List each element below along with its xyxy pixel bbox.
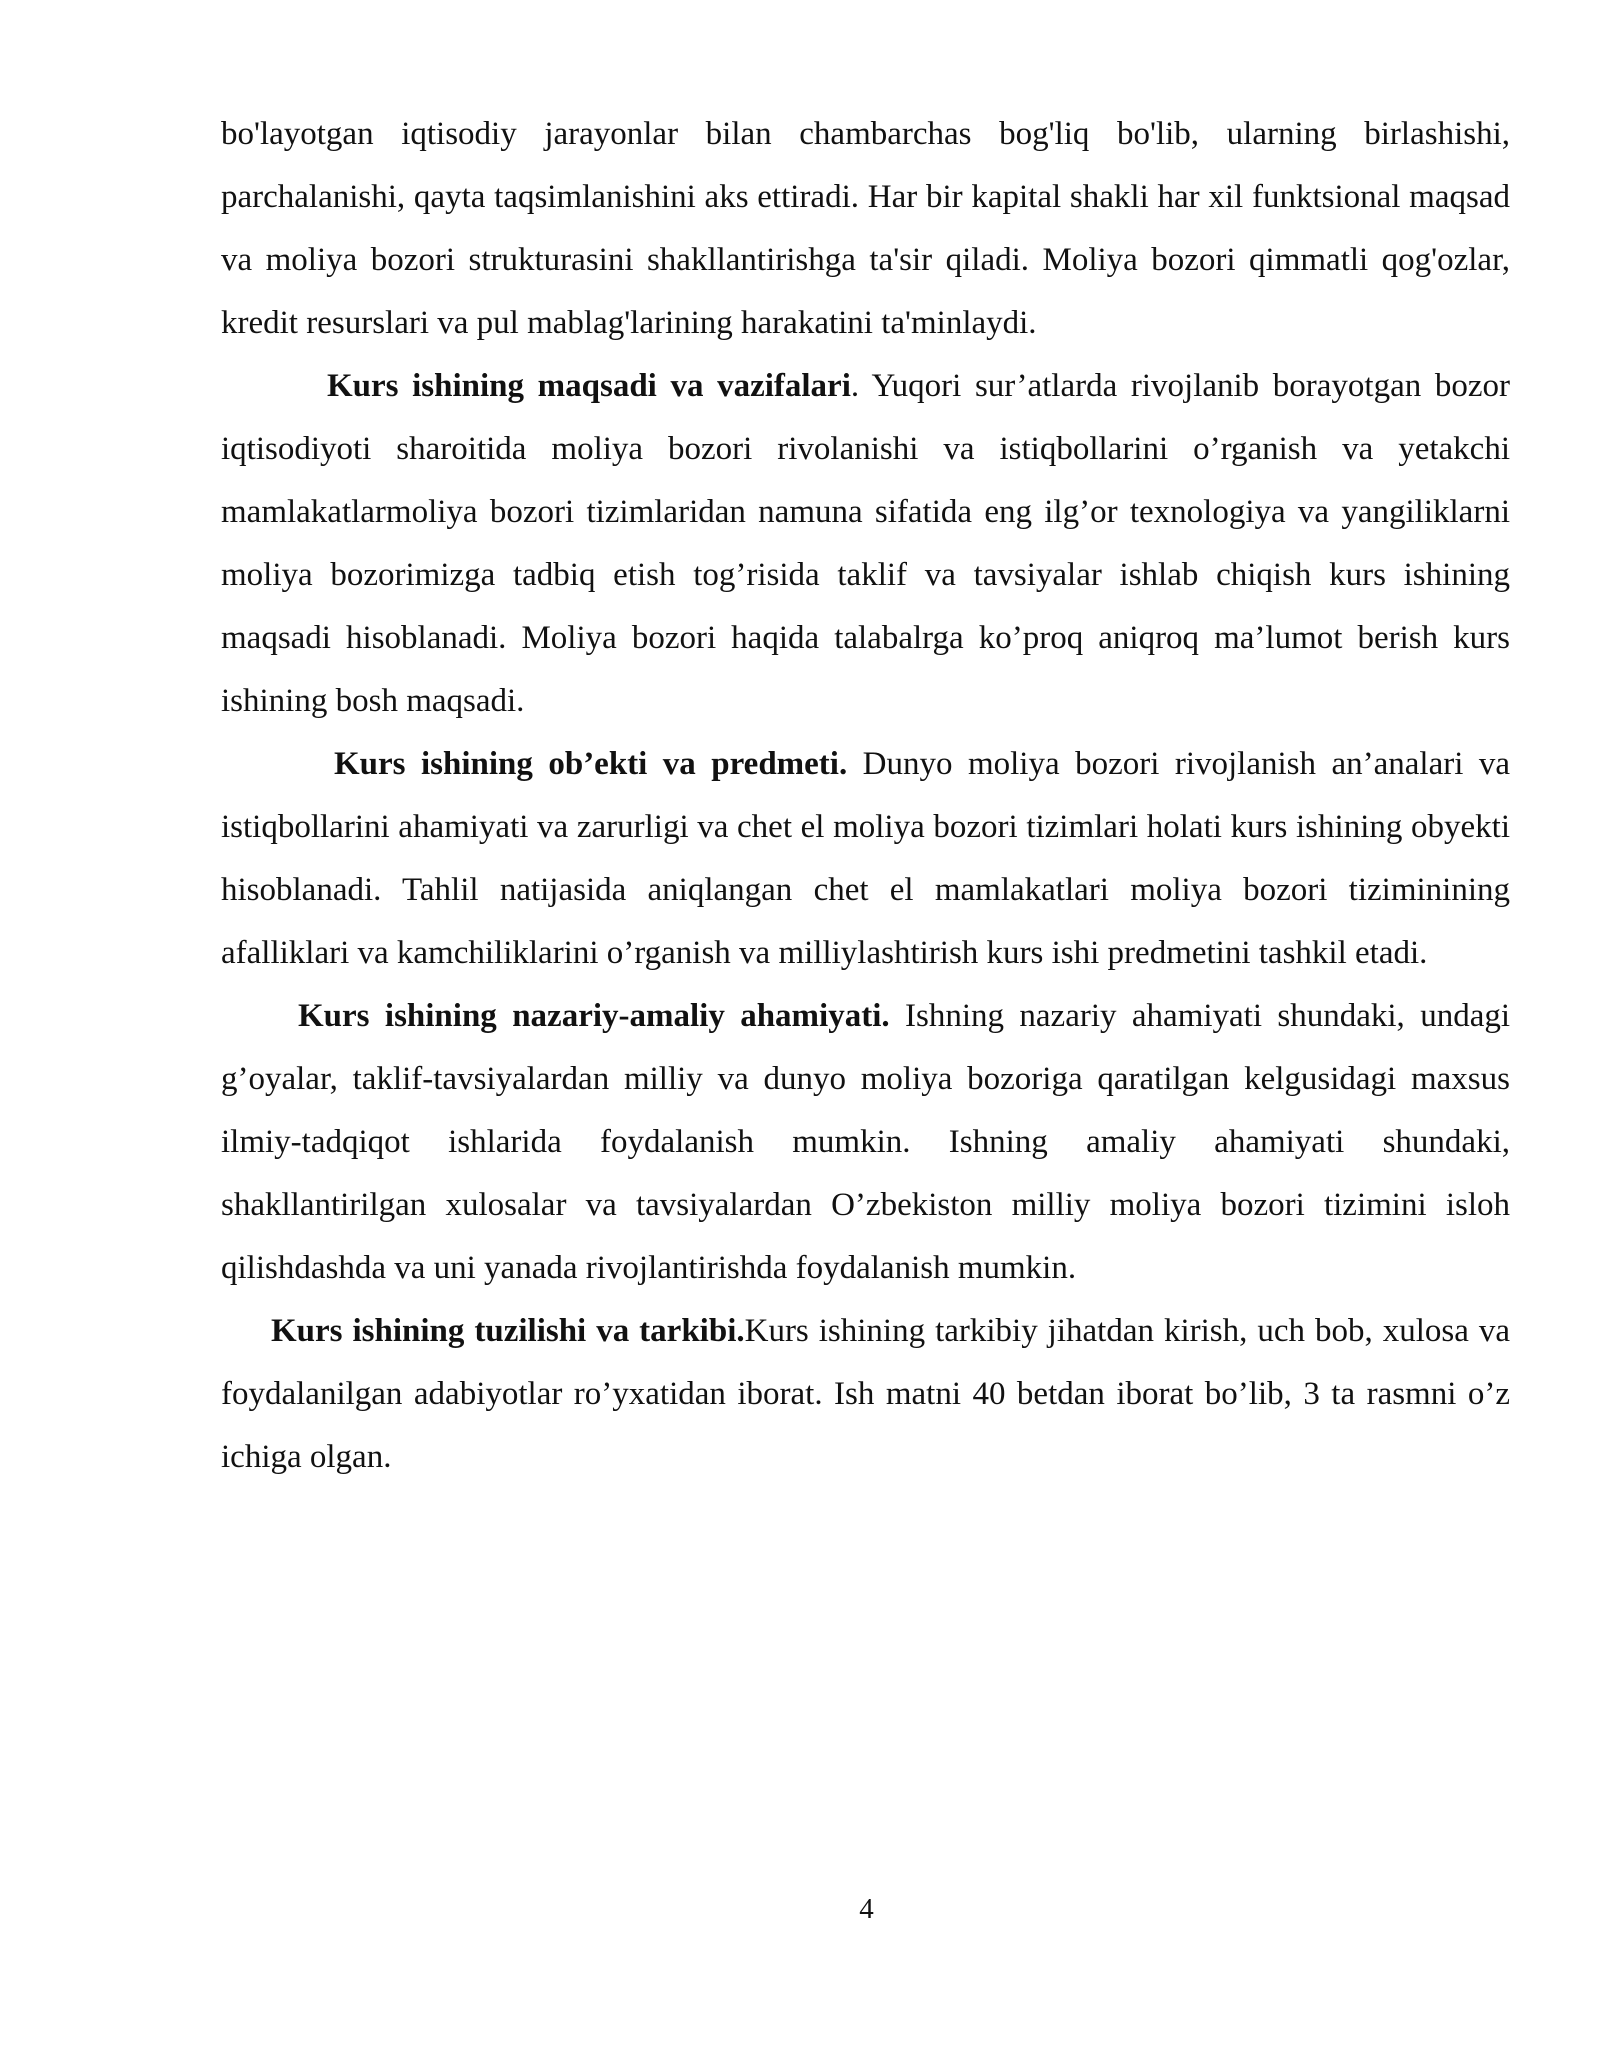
paragraph-object-subject [221,733,1510,985]
paragraph-heading: Kurs ishining tuzilishi va tarkibi. [271,1313,745,1349]
paragraph-heading: Kurs ishining maqsadi va vazifalari [327,368,851,404]
paragraph-body: Ishning nazariy ahamiyati shundaki, undagi g’oyalar, taklif-tavsiyalardan milliy va dunyo moliya bozoriga qaratilgan kelgusidagi maxsus ilmiy-tadqiqot ishlarida foydalanish mumkin. Ishning amaliy ahamiyati shundaki, shakllantirilgan xulosalar va tavsiyalardan O’zbekiston milliy moliya bozori tizimini isloh qilishdashda va uni yanada rivojlantirishda foydalanish mumkin. [221,998,1511,1286]
paragraph-intro-continued [221,103,1510,355]
page-number: 4 [859,1893,874,1925]
paragraph-heading: Kurs ishining nazariy-amaliy ahamiyati. [298,998,890,1034]
paragraph-body: . Yuqori sur’atlarda rivojlanib borayotgan bozor iqtisodiyoti sharoitida moliya bozori rivolanishi va istiqbollarini o’rganish va yetakchi mamlakatlarmoliya bozori tizimlaridan namuna sifatida eng ilg’or texnologiya va yangiliklarni moliya bozorimizga tadbiq etish tog’risida taklif va tavsiyalar ishlab chiqish kurs ishining maqsadi hisoblanadi. Moliya bozori haqida talabalrga ko’proq aniqroq ma’lumot berish kurs ishining bosh maqsadi. [221,368,1510,719]
paragraph-body: Kurs ishining tarkibiy jihatdan kirish, uch bob, xulosa va foydalanilgan adabiyotlar ro’yxatidan iborat. Ish matni 40 betdan iborat bo’lib, 3 ta rasmni o’z ichiga olgan. [221,1313,1510,1475]
paragraph-goals [221,355,1510,733]
paragraph-significance [221,985,1510,1300]
paragraph-heading: Kurs ishining ob’ekti va predmeti. [334,746,848,782]
paragraph-body: Dunyo moliya bozori rivojlanish an’analari va istiqbollarini ahamiyati va zarurligi va chet el moliya bozori tizimlari holati kurs ishining obyekti hisoblanadi. Tahlil natijasida aniqlangan chet el mamlakatlari moliya bozori tiziminining afalliklari va kamchiliklarini o’rganish va milliylashtirish kurs ishi predmetini tashkil etadi. [221,746,1510,971]
body-text [221,103,1510,1489]
paragraph-structure [221,1300,1510,1489]
paragraph-body: bo'layotgan iqtisodiy jarayonlar bilan chambarchas bog'liq bo'lib, ularning birlashishi, parchalanishi, qayta taqsimlanishini aks ettiradi. Har bir kapital shakli har xil funktsional maqsad va moliya bozori strukturasini shakllantirishga ta'sir qiladi. Moliya bozori qimmatli qog'ozlar, kredit resurslari va pul mablag'larining harakatini ta'minlaydi. [221,116,1510,341]
